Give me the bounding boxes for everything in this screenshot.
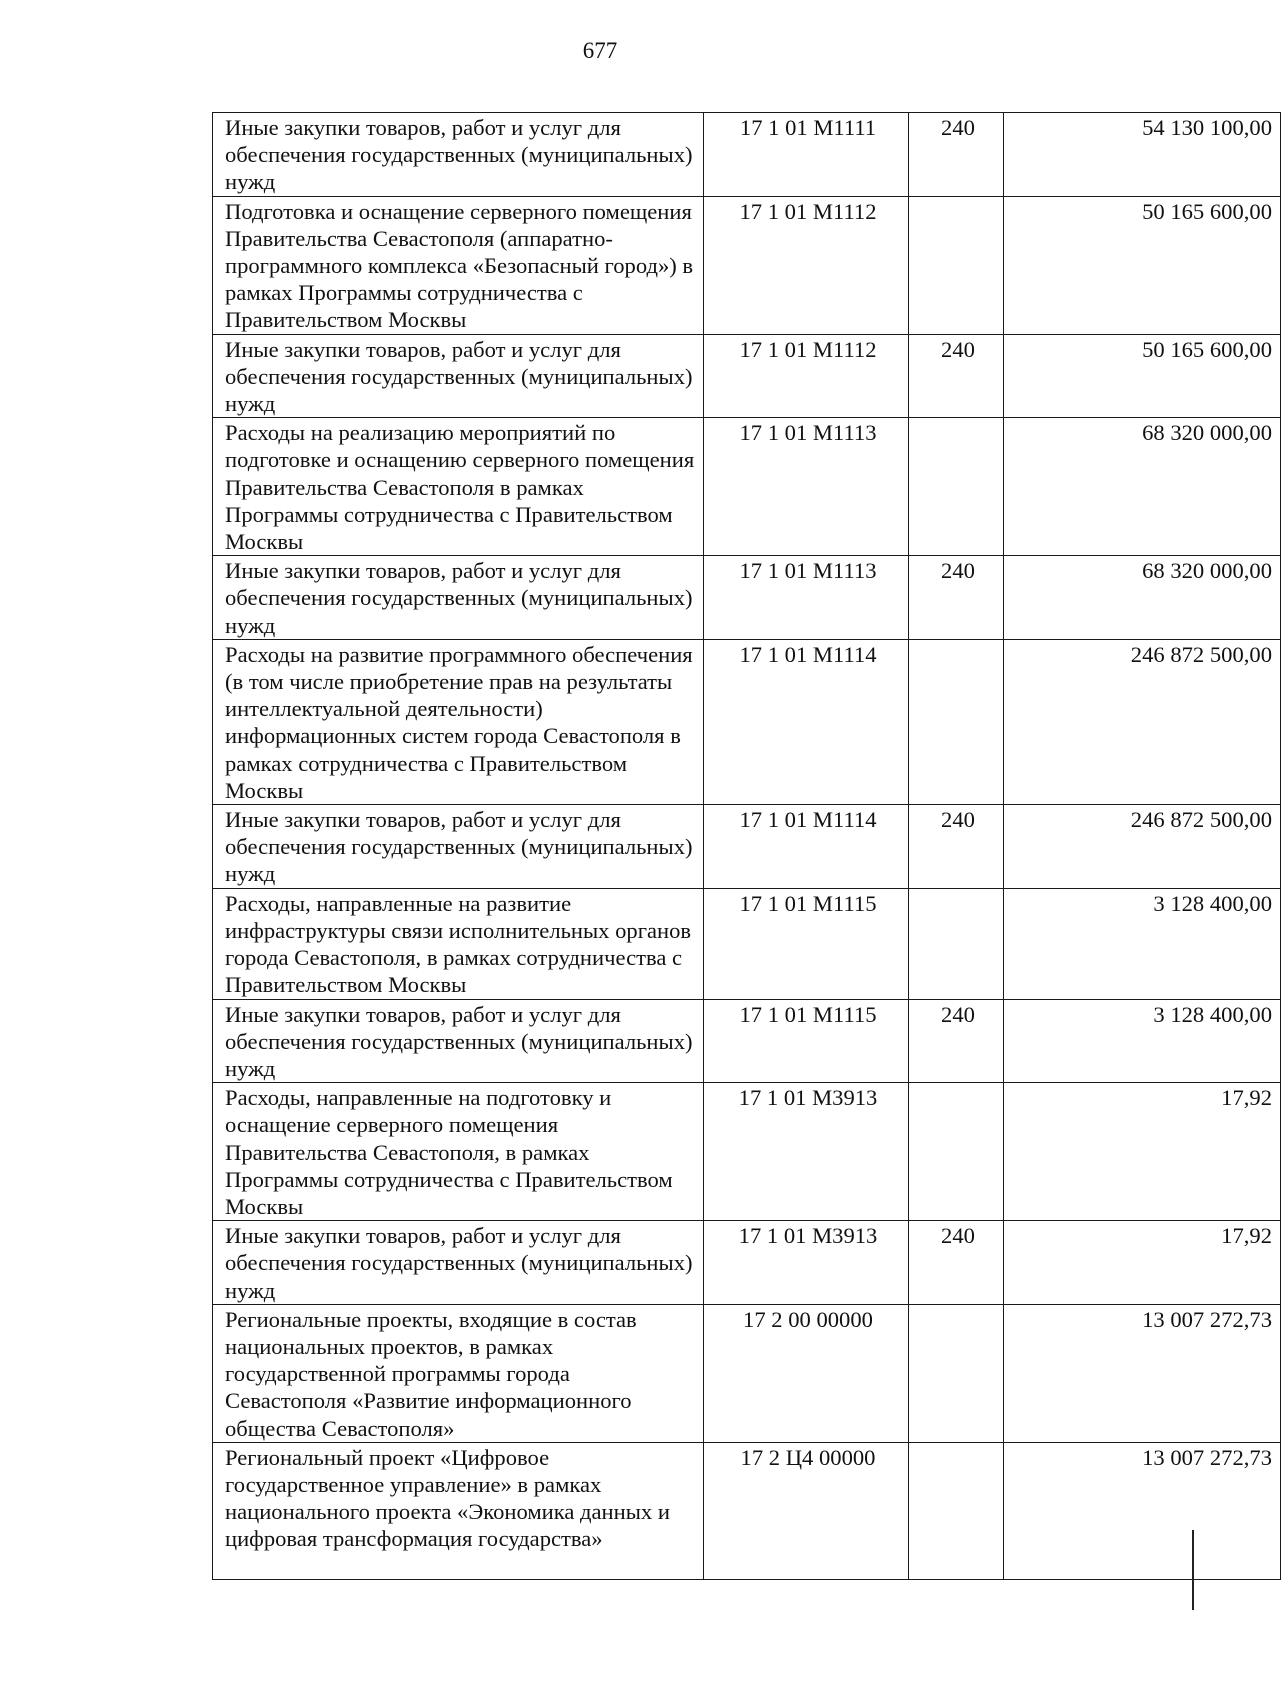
row-name: Региональные проекты, входящие в состав национальных проектов, в рамках государственной программы города Севастополя «Развитие информационного общества Севастополя» xyxy=(213,1304,704,1442)
row-code: 17 1 01 М3913 xyxy=(704,1221,909,1305)
row-expense-type xyxy=(909,1304,1004,1442)
row-code: 17 1 01 М1114 xyxy=(704,805,909,889)
row-name: Иные закупки товаров, работ и услуг для обеспечения государственных (муниципальных) нужд xyxy=(213,334,704,418)
row-expense-type: 240 xyxy=(909,1221,1004,1305)
row-sum: 50 165 600,00 xyxy=(1004,196,1281,334)
row-code: 17 2 Ц4 00000 xyxy=(704,1442,909,1579)
row-name: Расходы на развитие программного обеспечения (в том числе приобретение прав на результаты интеллектуальной деятельности) информационных систем города Севастополя в рамках сотрудничества с Правительством Москвы xyxy=(213,639,704,804)
page-number: 677 xyxy=(582,38,618,63)
row-name: Расходы, направленные на подготовку и оснащение серверного помещения Правительства Севастополя, в рамках Программы сотрудничества с Правительством Москвы xyxy=(213,1083,704,1221)
row-sum: 13 007 272,73 xyxy=(1004,1304,1281,1442)
table-row xyxy=(213,1083,1281,1221)
row-name: Расходы, направленные на развитие инфраструктуры связи исполнительных органов города Севастополя, в рамках сотрудничества с Правительством Москвы xyxy=(213,888,704,999)
row-expense-type xyxy=(909,418,1004,556)
row-expense-type: 240 xyxy=(909,999,1004,1083)
table-row xyxy=(213,113,1281,197)
row-expense-type: 240 xyxy=(909,805,1004,889)
row-name: Иные закупки товаров, работ и услуг для обеспечения государственных (муниципальных) нужд xyxy=(213,805,704,889)
row-expense-type xyxy=(909,1442,1004,1579)
table-row xyxy=(213,1304,1281,1442)
row-name: Иные закупки товаров, работ и услуг для обеспечения государственных (муниципальных) нужд xyxy=(213,556,704,640)
row-expense-type xyxy=(909,888,1004,999)
budget-table xyxy=(212,112,1281,1580)
table-row xyxy=(213,888,1281,999)
row-sum: 13 007 272,73 xyxy=(1004,1442,1281,1579)
row-sum: 17,92 xyxy=(1004,1221,1281,1305)
row-expense-type xyxy=(909,196,1004,334)
row-code: 17 1 01 М1113 xyxy=(704,418,909,556)
table-row xyxy=(213,1221,1281,1305)
table-row xyxy=(213,556,1281,640)
row-code: 17 1 01 М1114 xyxy=(704,639,909,804)
row-code: 17 1 01 М1112 xyxy=(704,196,909,334)
row-name: Подготовка и оснащение серверного помещения Правительства Севастополя (аппаратно-программного комплекса «Безопасный город») в рамках Программы сотрудничества с Правительством Москвы xyxy=(213,196,704,334)
budget-table-body xyxy=(213,113,1281,1580)
row-name: Иные закупки товаров, работ и услуг для обеспечения государственных (муниципальных) нужд xyxy=(213,999,704,1083)
table-row xyxy=(213,999,1281,1083)
row-name: Региональный проект «Цифровое государственное управление» в рамках национального проекта «Экономика данных и цифровая трансформация государства» xyxy=(213,1442,704,1579)
row-code: 17 2 00 00000 xyxy=(704,1304,909,1442)
row-expense-type: 240 xyxy=(909,113,1004,197)
row-name: Иные закупки товаров, работ и услуг для обеспечения государственных (муниципальных) нужд xyxy=(213,113,704,197)
row-sum: 50 165 600,00 xyxy=(1004,334,1281,418)
row-sum: 68 320 000,00 xyxy=(1004,556,1281,640)
row-name: Расходы на реализацию мероприятий по подготовке и оснащению серверного помещения Правительства Севастополя в рамках Программы сотрудничества с Правительством Москвы xyxy=(213,418,704,556)
scan-edge-mark xyxy=(1192,1530,1194,1610)
row-sum: 246 872 500,00 xyxy=(1004,805,1281,889)
row-code: 17 1 01 М1112 xyxy=(704,334,909,418)
row-expense-type xyxy=(909,1083,1004,1221)
row-expense-type: 240 xyxy=(909,556,1004,640)
row-code: 17 1 01 М1115 xyxy=(704,888,909,999)
table-row xyxy=(213,639,1281,804)
row-sum: 54 130 100,00 xyxy=(1004,113,1281,197)
row-sum: 3 128 400,00 xyxy=(1004,999,1281,1083)
table-row xyxy=(213,805,1281,889)
row-code: 17 1 01 М3913 xyxy=(704,1083,909,1221)
row-sum: 246 872 500,00 xyxy=(1004,639,1281,804)
row-code: 17 1 01 М1115 xyxy=(704,999,909,1083)
row-expense-type: 240 xyxy=(909,334,1004,418)
row-name: Иные закупки товаров, работ и услуг для обеспечения государственных (муниципальных) нужд xyxy=(213,1221,704,1305)
table-row xyxy=(213,418,1281,556)
table-row xyxy=(213,196,1281,334)
row-code: 17 1 01 М1111 xyxy=(704,113,909,197)
row-sum: 68 320 000,00 xyxy=(1004,418,1281,556)
table-row xyxy=(213,1442,1281,1579)
table-row xyxy=(213,334,1281,418)
row-sum: 17,92 xyxy=(1004,1083,1281,1221)
row-expense-type xyxy=(909,639,1004,804)
row-code: 17 1 01 М1113 xyxy=(704,556,909,640)
row-sum: 3 128 400,00 xyxy=(1004,888,1281,999)
